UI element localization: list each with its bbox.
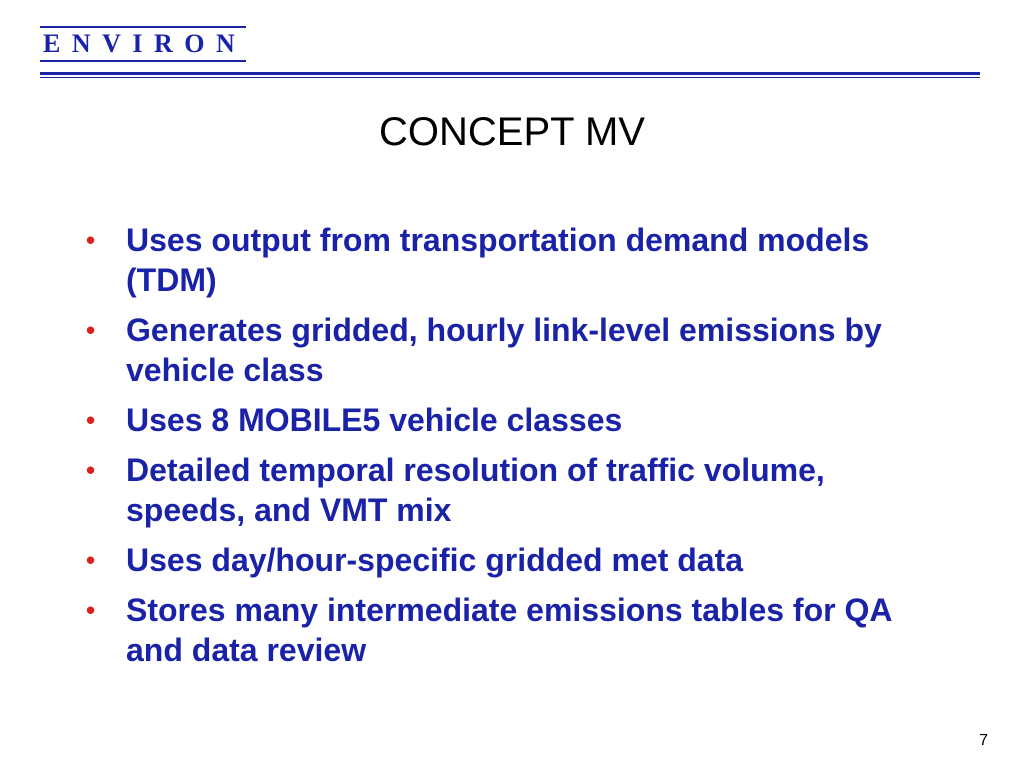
slide-title: CONCEPT MV — [379, 110, 645, 154]
bullet-dot-icon: • — [86, 545, 96, 575]
bullet-item — [86, 400, 946, 440]
bullet-item — [86, 540, 946, 580]
logo-top-rule — [40, 26, 246, 28]
bullet-item — [86, 590, 946, 670]
bullet-dot-icon: • — [86, 225, 96, 255]
bullet-dot-icon: • — [86, 595, 96, 625]
bullet-text: Uses output from transportation demand models (TDM) — [126, 222, 870, 298]
bullet-dot-icon: • — [86, 315, 96, 345]
bullet-list — [86, 220, 946, 680]
header-rule-thick — [40, 72, 980, 75]
bullet-item — [86, 310, 946, 390]
bullet-text: Stores many intermediate emissions tables for QA and data review — [126, 592, 892, 668]
bullet-text: Generates gridded, hourly link-level emissions by vehicle class — [126, 312, 882, 388]
bullet-text: Uses day/hour-specific gridded met data — [126, 542, 744, 578]
bullet-text: Uses 8 MOBILE5 vehicle classes — [126, 402, 623, 438]
environ-logo — [40, 26, 246, 62]
bullet-item — [86, 220, 946, 300]
logo-text: ENVIRON — [43, 29, 247, 58]
bullet-item — [86, 450, 946, 530]
bullet-text: Detailed temporal resolution of traffic volume, speeds, and VMT mix — [126, 452, 825, 528]
logo-bottom-rule — [40, 60, 246, 62]
bullet-dot-icon: • — [86, 455, 96, 485]
header-rule-thin — [40, 77, 980, 78]
bullet-dot-icon: • — [86, 405, 96, 435]
page-number: 7 — [979, 732, 988, 749]
